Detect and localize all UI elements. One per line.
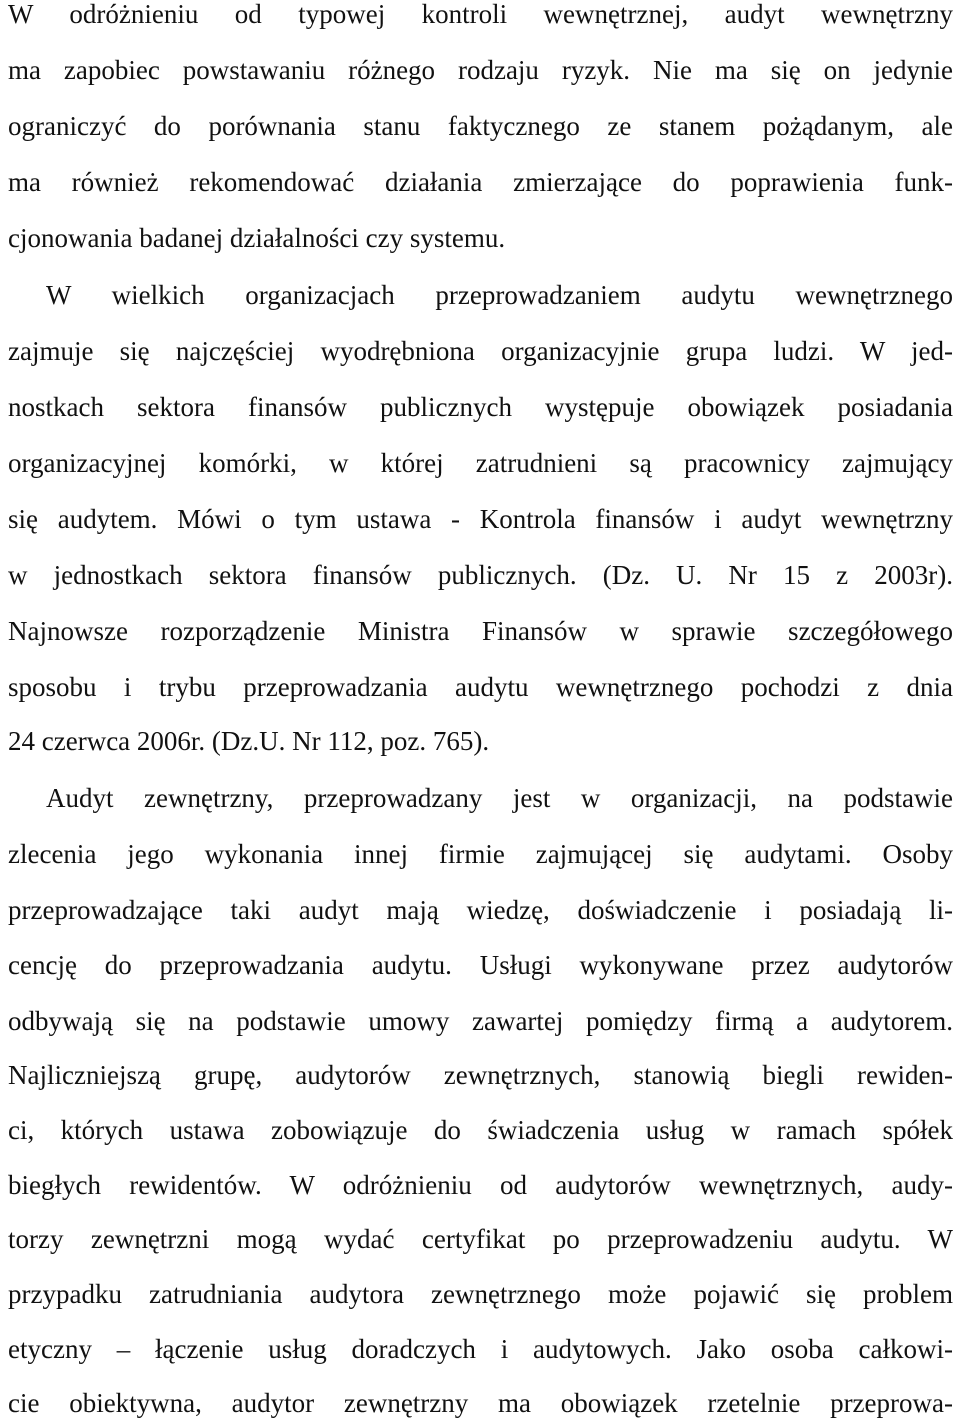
text-line: organizacyjnej komórki, w której zatrudnieni są pracownicy zajmujący (8, 448, 953, 478)
text-line: ograniczyć do porównania stanu faktycznego ze stanem pożądanym, ale (8, 111, 953, 141)
text-line: zlecenia jego wykonania innej firmie zajmującej się audytami. Osoby (8, 839, 953, 869)
text-line: w jednostkach sektora finansów publicznych. (Dz. U. Nr 15 z 2003r). (8, 560, 953, 590)
text-line: torzy zewnętrzni mogą wydać certyfikat po przeprowadzeniu audytu. W (8, 1224, 953, 1254)
text-line: przeprowadzające taki audyt mają wiedzę, doświadczenie i posiadają li- (8, 895, 953, 925)
text-line: się audytem. Mówi o tym ustawa - Kontrola finansów i audyt wewnętrzny (8, 504, 953, 534)
text-line: nostkach sektora finansów publicznych występuje obowiązek posiadania (8, 392, 953, 422)
text-line: etyczny – łączenie usług doradczych i audytowych. Jako osoba całkowi- (8, 1334, 953, 1364)
text-line: Najnowsze rozporządzenie Ministra Finansów w sprawie szczegółowego (8, 616, 953, 646)
text-line: zajmuje się najczęściej wyodrębniona organizacyjnie grupa ludzi. W jed- (8, 336, 953, 366)
text-line: ma również rekomendować działania zmierzające do poprawienia funk- (8, 167, 953, 197)
paragraph-first-line: Audyt zewnętrzny, przeprowadzany jest w organizacji, na podstawie (46, 783, 953, 813)
text-line: ci, których ustawa zobowiązuje do świadczenia usług w ramach spółek (8, 1115, 953, 1145)
text-line: sposobu i trybu przeprowadzania audytu wewnętrznego pochodzi z dnia (8, 672, 953, 702)
text-line: odbywają się na podstawie umowy zawartej pomiędzy firmą a audytorem. (8, 1006, 953, 1036)
text-line: przypadku zatrudniania audytora zewnętrznego może pojawić się problem (8, 1279, 953, 1309)
text-line: cie obiektywna, audytor zewnętrzny ma obowiązek rzetelnie przeprowa- (8, 1388, 953, 1418)
text-line: ma zapobiec powstawaniu różnego rodzaju ryzyk. Nie ma się on jedynie (8, 55, 953, 85)
text-line: biegłych rewidentów. W odróżnieniu od audytorów wewnętrznych, audy- (8, 1170, 953, 1200)
text-line: cencję do przeprowadzania audytu. Usługi wykonywane przez audytorów (8, 950, 953, 980)
text-line: Najliczniejszą grupę, audytorów zewnętrznych, stanowią biegli rewiden- (8, 1060, 953, 1090)
text-line: cjonowania badanej działalności czy systemu. (8, 223, 506, 253)
text-line: W odróżnieniu od typowej kontroli wewnętrznej, audyt wewnętrzny (8, 0, 953, 29)
text-line: 24 czerwca 2006r. (Dz.U. Nr 112, poz. 765). (8, 726, 490, 756)
paragraph-first-line: W wielkich organizacjach przeprowadzaniem audytu wewnętrznego (46, 280, 953, 310)
